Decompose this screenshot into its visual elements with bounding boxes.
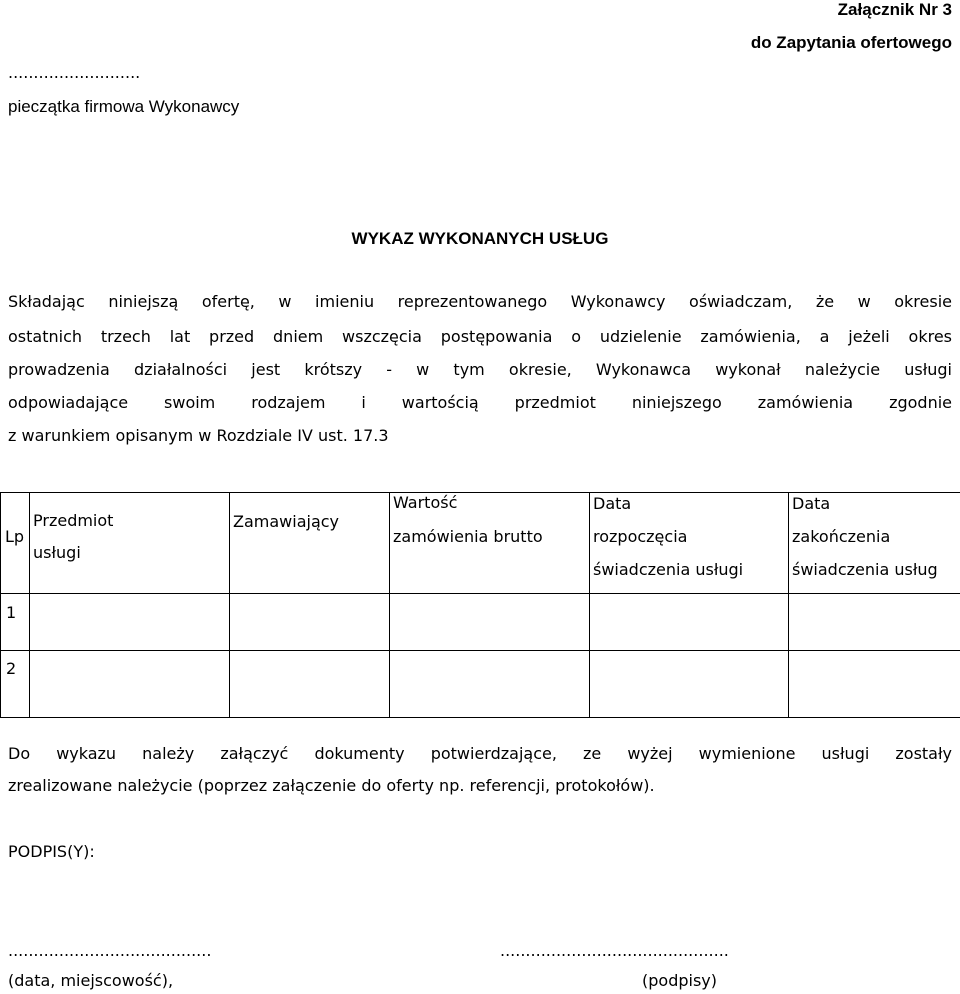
table-border-bottom	[0, 717, 960, 718]
place-date-label: (data, miejscowość),	[8, 971, 174, 990]
intro-line: Składając niniejszą ofertę, w imieniu reprezentowanego Wykonawcy oświadczam, że w okresie	[8, 292, 952, 311]
intro-line: z warunkiem opisanym w Rozdziale IV ust. 17.3	[8, 426, 389, 445]
intro-line: odpowiadające swoim rodzajem i wartością przedmiot niniejszego zamówienia zgodnie	[8, 393, 952, 412]
header-subject: Przedmiot	[33, 511, 114, 530]
table-col-divider	[229, 492, 230, 717]
place-date-dots: ........................................	[8, 941, 212, 960]
table-row-number: 2	[6, 659, 17, 678]
header-subject: usługi	[33, 543, 81, 562]
table-border-top	[0, 492, 960, 493]
stamp-placeholder-dots: ..........................	[8, 63, 141, 82]
header-start-date: Data	[593, 494, 632, 513]
header-end-date: zakończenia	[792, 527, 891, 546]
table-row-number: 1	[6, 603, 17, 622]
table-col-divider	[29, 492, 30, 717]
header-lp: Lp	[5, 527, 25, 546]
table-header-divider	[0, 593, 960, 594]
intro-line: prowadzenia działalności jest krótszy - w tym okresie, Wykonawca wykonał należycie usługi	[8, 360, 952, 379]
signatures-dots: .............................................	[500, 941, 729, 960]
note-line: zrealizowane należycie (poprzez załączenie do oferty np. referencji, protokołów).	[8, 776, 655, 795]
note-line: Do wykazu należy załączyć dokumenty potwierdzające, ze wyżej wymienione usługi zostały	[8, 744, 952, 763]
header-start-date: świadczenia usługi	[593, 560, 744, 579]
table-col-divider	[389, 492, 390, 717]
header-end-date: świadczenia usług	[792, 560, 938, 579]
document-title: WYKAZ WYKONANYCH USŁUG	[351, 229, 609, 248]
header-value: Wartość	[393, 493, 458, 512]
intro-line: ostatnich trzech lat przed dniem wszczęcia postępowania o udzielenie zamówienia, a jeżeli okres	[8, 327, 952, 346]
table-border-left	[0, 492, 1, 717]
signatures-label: (podpisy)	[642, 971, 717, 990]
annex-subtitle: do Zapytania ofertowego	[750, 33, 952, 52]
header-end-date: Data	[792, 494, 831, 513]
signature-label: PODPIS(Y):	[8, 842, 95, 861]
table-col-divider	[589, 492, 590, 717]
stamp-label: pieczątka firmowa Wykonawcy	[8, 97, 240, 116]
table-row-divider	[0, 650, 960, 651]
header-client: Zamawiający	[233, 512, 340, 531]
annex-title: Załącznik Nr 3	[837, 0, 952, 19]
header-value: zamówienia brutto	[393, 527, 543, 546]
header-start-date: rozpoczęcia	[593, 527, 688, 546]
table-col-divider	[788, 492, 789, 717]
